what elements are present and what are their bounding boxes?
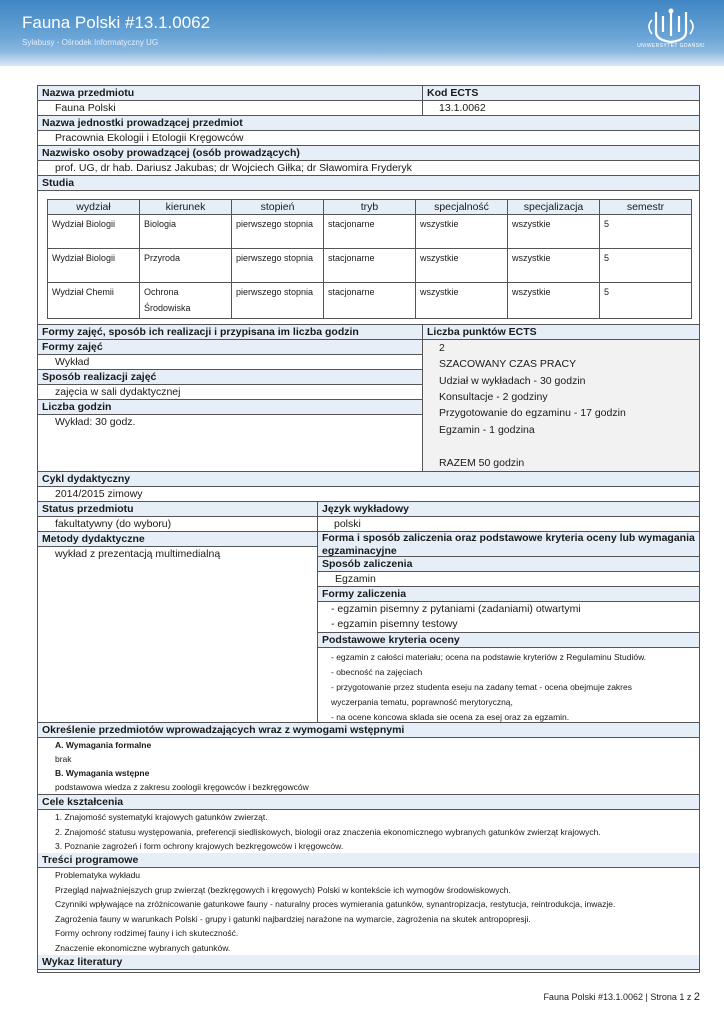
studia-table (47, 199, 692, 319)
ects-box (423, 340, 699, 471)
divider (422, 86, 423, 116)
content-item: Formy ochrony rodzimej fauny i ich skuteczność. (55, 928, 239, 938)
table-cell: wszystkie (508, 283, 600, 319)
course-name-row (38, 101, 699, 116)
forms-header: Formy zajęć, sposób ich realizacji i przypisana im liczba godzin (38, 325, 422, 340)
workload-total: RAZEM 50 godzin (439, 457, 525, 469)
workload-item: Udział w wykładach - 30 godzin (439, 375, 586, 387)
assessment-label: Forma i sposób zaliczenia oraz podstawowe kryteria oceny lub wymagania egzaminacyjne (318, 532, 699, 557)
required-knowledge-label: B. Wymagania wstępne (55, 768, 150, 778)
assessment-form-item: - egzamin pisemny z pytaniami (zadaniami) otwartymi (331, 603, 581, 615)
table-cell: wszystkie (508, 249, 600, 283)
formal-requirements-value: brak (55, 754, 72, 764)
teachers-header: Nazwisko osoby prowadzącej (osób prowadzących) (38, 146, 699, 161)
table-row (48, 249, 692, 283)
goal-item: 2. Znajomość statusu występowania, preferencji siedliskowych, biologii oraz znaczenia ekonomicznego wybranych gatunków zwierząt krajowych. (55, 826, 601, 837)
criteria-item: - egzamin z całości materiału; ocena na podstawie kryteriów z Regulaminu Studiów. (331, 652, 647, 662)
ects-points: 2 (439, 342, 445, 354)
ects-code-label: Kod ECTS (427, 87, 479, 99)
table-cell: stacjonarne (324, 283, 416, 319)
column-header: wydział (48, 200, 140, 215)
status-label: Status przedmiotu (42, 503, 134, 515)
table-cell: pierwszego stopnia (232, 215, 324, 249)
hours-label: Liczba godzin (38, 400, 422, 415)
header-banner (0, 0, 724, 66)
workload-item: Przygotowanie do egzaminu - 17 godzin (439, 407, 626, 419)
footer-text: Fauna Polski #13.1.0062 | Strona 1 z (543, 992, 694, 1002)
literature-header: Wykaz literatury (38, 955, 699, 970)
table-cell: wszystkie (416, 215, 508, 249)
unit-header: Nazwa jednostki prowadzącej przedmiot (38, 116, 699, 131)
methods-assessment-section (38, 532, 699, 723)
ects-points-label: Liczba punktów ECTS (423, 325, 699, 340)
workload-title: SZACOWANY CZAS PRACY (439, 358, 577, 370)
course-name-label: Nazwa przedmiotu (42, 87, 135, 99)
university-logo-text: UNIWERSYTET GDAŃSKI (637, 43, 705, 49)
forms-type-label: Formy zajęć (38, 340, 422, 355)
workload-item: Konsultacje - 2 godziny (439, 391, 548, 403)
syllabus-frame (37, 85, 700, 973)
assessment-forms (318, 602, 699, 633)
hours-value: Wykład: 30 godz. (55, 416, 136, 428)
page-title: Fauna Polski #13.1.0062 (22, 13, 211, 32)
table-cell: 5 (600, 283, 692, 319)
content-body (38, 868, 699, 956)
status-language-header (38, 502, 699, 517)
assessment-forms-label: Formy zaliczenia (318, 587, 699, 602)
table-row (48, 215, 692, 249)
prerequisites-header: Określenie przedmiotów wprowadzających wraz z wymogami wstępnymi (38, 723, 699, 738)
table-cell: Wydział Chemii (48, 283, 140, 319)
footer-total-pages: 2 (693, 991, 700, 1003)
content-header: Treści programowe (38, 853, 699, 868)
goal-item: 3. Poznanie zagrożeń i form ochrony krajowych bezkręgowców i kręgowców. (55, 841, 344, 851)
table-cell: Ochrona Środowiska (140, 283, 232, 319)
teachers-value: prof. UG, dr hab. Dariusz Jakubas; dr Wojciech Giłka; dr Sławomira Fryderyk (38, 161, 699, 176)
formal-requirements-label: A. Wymagania formalne (55, 740, 152, 750)
status-language-row (38, 517, 699, 532)
methods-value: wykład z prezentacją multimedialną (55, 548, 221, 560)
workload-item: Egzamin - 1 godzina (439, 424, 535, 436)
criteria-item: - przygotowanie przez studenta eseju na zadany temat - ocena obejmuje zakres (331, 682, 632, 692)
table-cell: Biologia (140, 215, 232, 249)
course-name-header (38, 86, 699, 101)
status-value: fakultatywny (do wyboru) (55, 518, 172, 530)
content-item: Zagrożenia fauny w warunkach Polski - grupy i gatunki najbardziej narażone na wymarcie, zagrożenia na skutek antropopresji. (55, 913, 531, 924)
table-cell: pierwszego stopnia (232, 249, 324, 283)
column-header: kierunek (140, 200, 232, 215)
goal-item: 1. Znajomość systematyki krajowych gatunków zwierząt. (55, 812, 268, 822)
criteria-item: - obecność na zajęciach (331, 667, 423, 677)
cycle-value: 2014/2015 zimowy (38, 487, 699, 502)
forms-section (38, 325, 699, 472)
table-cell: stacjonarne (324, 215, 416, 249)
criteria-list (318, 648, 699, 722)
table-cell: wszystkie (508, 215, 600, 249)
studia-header-row (48, 200, 692, 215)
column-header: stopień (232, 200, 324, 215)
table-cell: Wydział Biologii (48, 249, 140, 283)
criteria-item: wyczerpania tematu, poprawność merytoryczną, (331, 697, 513, 707)
course-name: Fauna Polski (55, 102, 116, 114)
content-item: Przegląd najważniejszych grup zwierząt (bezkręgowych i kręgowych) Polski w kontekście ich wymogów środowiskowych. (55, 884, 511, 895)
content-item: Znaczenie ekonomiczne wybranych gatunków. (55, 942, 231, 953)
criteria-label: Podstawowe kryteria oceny (318, 633, 699, 648)
forms-type-value: Wykład (38, 355, 422, 370)
ects-code: 13.1.0062 (439, 102, 486, 114)
language-value: polski (334, 518, 361, 530)
table-cell: pierwszego stopnia (232, 283, 324, 319)
methods-label: Metody dydaktyczne (38, 532, 317, 547)
studia-header: Studia (38, 176, 699, 191)
goals-body (38, 810, 699, 855)
table-cell: 5 (600, 215, 692, 249)
assessment-form-item: - egzamin pisemny testowy (331, 618, 458, 630)
prerequisites-body (38, 738, 699, 795)
table-cell: wszystkie (416, 283, 508, 319)
column-header: specjalizacja (508, 200, 600, 215)
studia-area (38, 191, 699, 325)
assessment-mode-label: Sposób zaliczenia (318, 557, 699, 572)
method-label: Sposób realizacji zajęć (38, 370, 422, 385)
table-cell: Przyroda (140, 249, 232, 283)
method-value: zajęcia w sali dydaktycznej (38, 385, 422, 400)
table-cell: stacjonarne (324, 249, 416, 283)
page-footer (543, 991, 700, 1003)
column-header: specjalność (416, 200, 508, 215)
content-item: Czynniki wpływające na zróżnicowanie gatunkowe fauny - naturalny proces wymierania gatunków, synantropizacja, restytucja, reintrodukcja, inwazje. (55, 899, 616, 909)
cycle-header: Cykl dydaktyczny (38, 472, 699, 487)
column-header: tryb (324, 200, 416, 215)
page-subtitle: Sylabusy - Ośrodek Informatyczny UG (22, 38, 159, 47)
column-header: semestr (600, 200, 692, 215)
criteria-item: - na ocene koncowa sklada sie ocena za esej oraz za egzamin. (331, 712, 570, 722)
table-row (48, 283, 692, 319)
content-item: Problematyka wykładu (55, 870, 141, 880)
required-knowledge-value: podstawowa wiedza z zakresu zoologii kręgowców i bezkręgowców (55, 782, 309, 792)
table-cell: wszystkie (416, 249, 508, 283)
table-cell: Wydział Biologii (48, 215, 140, 249)
assessment-mode-value: Egzamin (318, 572, 699, 587)
goals-header: Cele kształcenia (38, 795, 699, 810)
divider (317, 502, 318, 532)
language-label: Język wykładowy (322, 503, 409, 515)
unit-value: Pracownia Ekologii i Etologii Kręgowców (38, 131, 699, 146)
table-cell: 5 (600, 249, 692, 283)
